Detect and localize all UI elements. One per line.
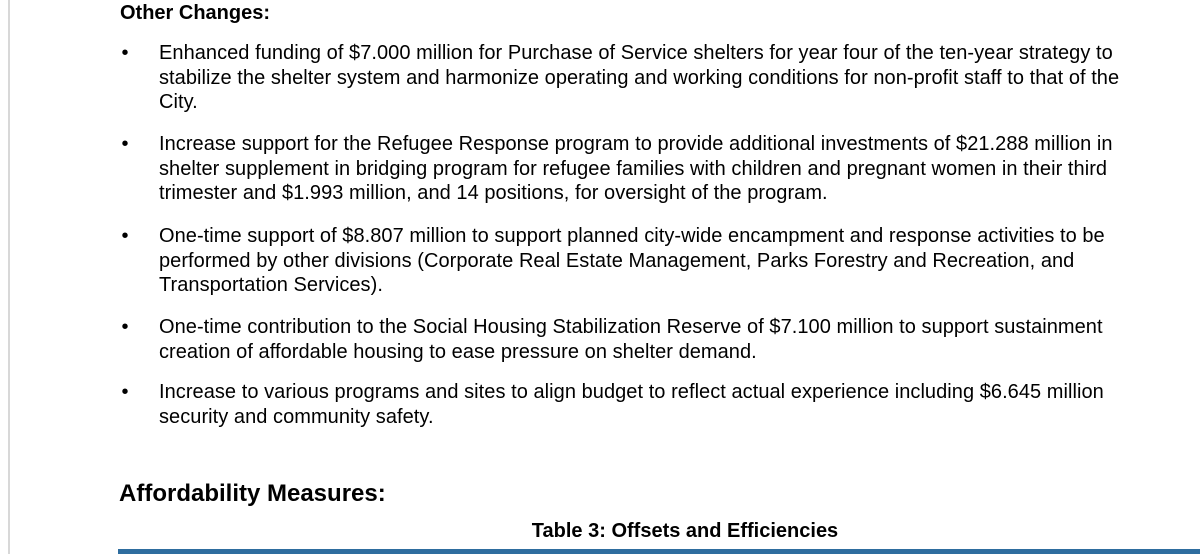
bullet-text — [159, 315, 1200, 364]
bullet-line: One-time contribution to the Social Housing Stabilization Reserve of $7.100 million to support sustainment — [159, 316, 1103, 338]
page-edge-divider — [8, 0, 10, 554]
bullet-line: creation of affordable housing to ease pressure on shelter demand. — [159, 340, 757, 363]
bullet-line: Increase to various programs and sites to align budget to reflect actual experience including $6.645 million — [159, 381, 1104, 403]
bullet-marker: • — [121, 42, 129, 64]
table-top-rule — [118, 549, 1200, 554]
bullet-line: stabilize the shelter system and harmonize operating and working conditions for non-profit staff to that of the — [159, 66, 1120, 89]
bullet-marker: • — [121, 316, 129, 338]
bullet-line: Increase support for the Refugee Response program to provide additional investments of $21.288 million in — [159, 133, 1113, 155]
bullet-line: performed by other divisions (Corporate Real Estate Management, Parks Forestry and Recreation, and — [159, 249, 1075, 272]
bullet-text — [159, 41, 1200, 115]
bullet-line: shelter supplement in bridging program for refugee families with children and pregnant women in their third — [159, 157, 1108, 180]
bullet-marker: • — [121, 225, 129, 247]
bullet-marker: • — [121, 133, 129, 155]
affordability-measures-heading: Affordability Measures: — [119, 480, 386, 507]
table-title: Table 3: Offsets and Efficiencies — [531, 520, 839, 542]
bullet-line: Enhanced funding of $7.000 million for Purchase of Service shelters for year four of the ten-year strategy to — [159, 42, 1113, 64]
bullet-text — [159, 132, 1200, 206]
bullet-text — [159, 380, 1200, 429]
bullet-line: trimester and $1.993 million, and 14 positions, for oversight of the program. — [159, 182, 828, 204]
bullet-marker: • — [121, 381, 129, 403]
bullet-line: Transportation Services). — [159, 274, 383, 296]
other-changes-heading: Other Changes: — [120, 2, 271, 24]
bullet-line: City. — [159, 91, 198, 113]
bullet-text — [159, 224, 1200, 298]
bullet-line: security and community safety. — [159, 405, 434, 428]
bullet-line: One-time support of $8.807 million to support planned city-wide encampment and response activities to be — [159, 225, 1105, 247]
